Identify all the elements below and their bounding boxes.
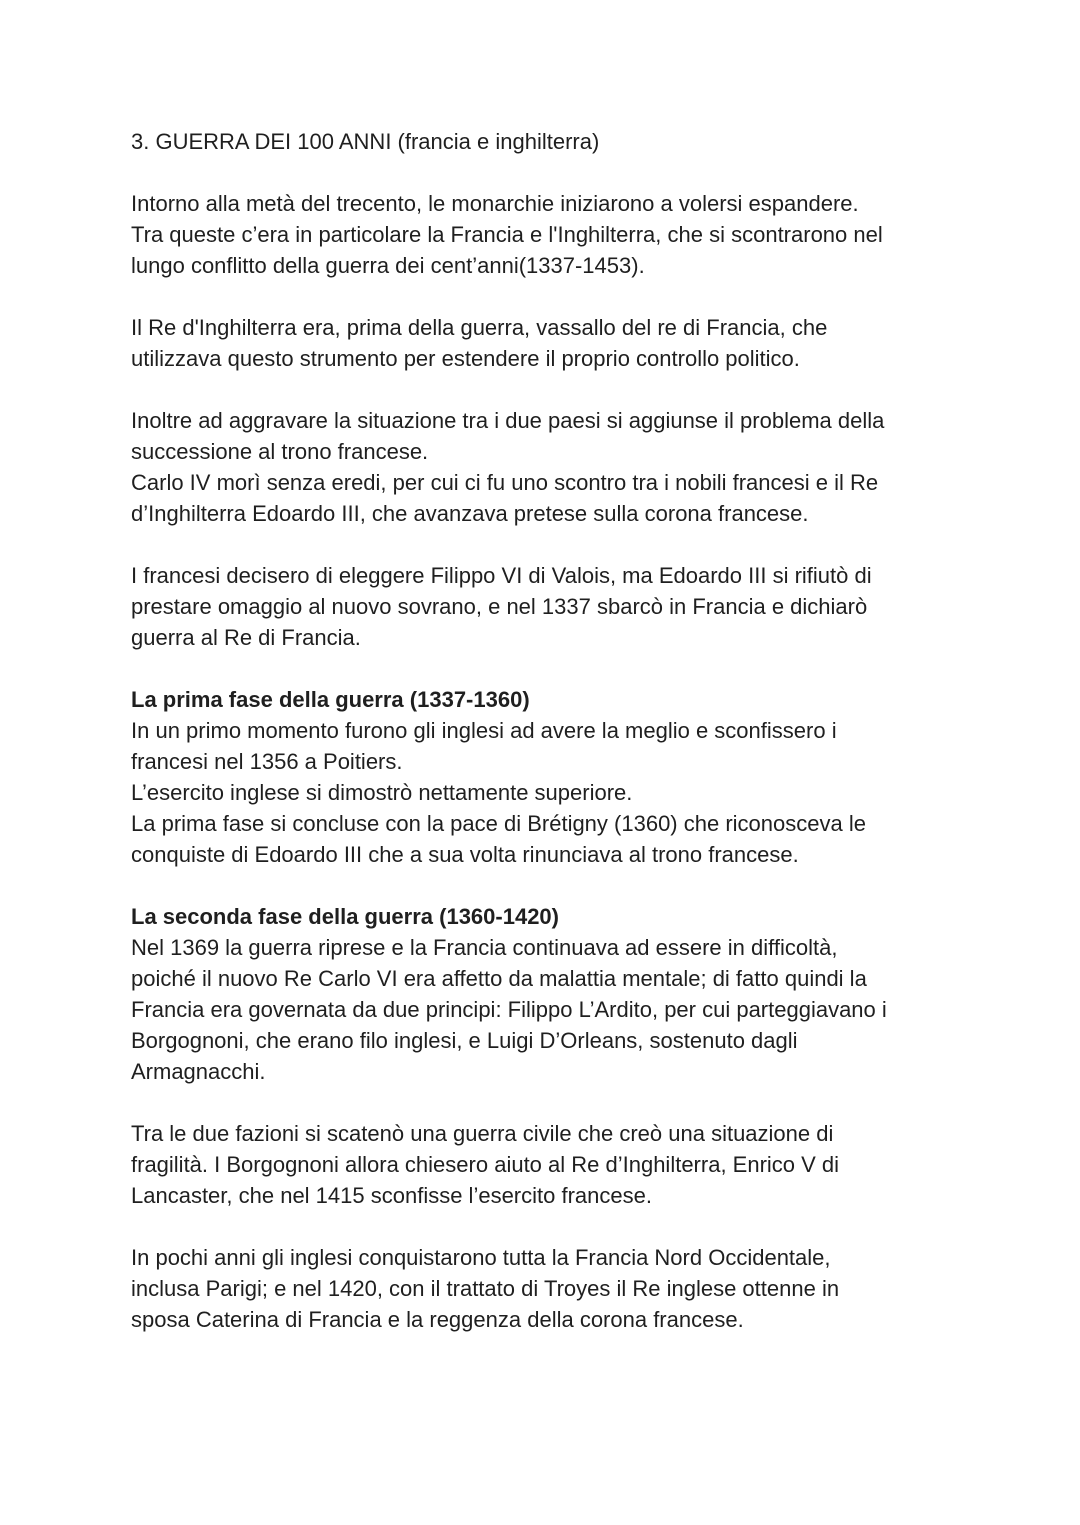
paragraph-line: Tra le due fazioni si scatenò una guerra civile che creò una situazione di [131, 1121, 834, 1146]
paragraph-line: In pochi anni gli inglesi conquistarono tutta la Francia Nord Occidentale, [131, 1245, 831, 1270]
paragraph-line: fragilità. I Borgognoni allora chiesero aiuto al Re d’Inghilterra, Enrico V di [131, 1152, 840, 1177]
paragraph-line: Il Re d'Inghilterra era, prima della guerra, vassallo del re di Francia, che [131, 315, 828, 340]
paragraph-line: inclusa Parigi; e nel 1420, con il trattato di Troyes il Re inglese ottenne in [131, 1276, 840, 1301]
spacer [131, 374, 991, 405]
paragraph-line: successione al trono francese. [131, 439, 429, 464]
paragraph-line: Intorno alla metà del trecento, le monarchie iniziarono a volersi espandere. [131, 191, 859, 216]
paragraph-line: conquiste di Edoardo III che a sua volta rinunciava al trono francese. [131, 842, 799, 867]
paragraph-line: Inoltre ad aggravare la situazione tra i due paesi si aggiunse il problema della [131, 408, 885, 433]
paragraph-line: Francia era governata da due principi: Filippo L’Ardito, per cui parteggiavano i [131, 997, 887, 1022]
paragraph-line: utilizzava questo strumento per estendere il proprio controllo politico. [131, 346, 800, 371]
paragraph-line: In un primo momento furono gli inglesi ad avere la meglio e sconfissero i [131, 718, 837, 743]
paragraph-line: Borgognoni, che erano filo inglesi, e Luigi D’Orleans, sostenuto dagli [131, 1028, 798, 1053]
paragraph-line: poiché il nuovo Re Carlo VI era affetto da malattia mentale; di fatto quindi la [131, 966, 867, 991]
paragraph-line: Tra queste c’era in particolare la Francia e l'Inghilterra, che si scontrarono nel [131, 222, 883, 247]
paragraph-line: francesi nel 1356 a Poitiers. [131, 749, 403, 774]
document-page [131, 126, 991, 1335]
section-heading-first-phase: La prima fase della guerra (1337-1360) [131, 687, 530, 712]
document-title: 3. GUERRA DEI 100 ANNI (francia e inghilterra) [131, 129, 600, 154]
paragraph-line: Nel 1369 la guerra riprese e la Francia continuava ad essere in difficoltà, [131, 935, 838, 960]
spacer [131, 281, 991, 312]
paragraph-line: lungo conflitto della guerra dei cent’anni(1337-1453). [131, 253, 645, 278]
spacer [131, 653, 991, 684]
paragraph-line: Carlo IV morì senza eredi, per cui ci fu uno scontro tra i nobili francesi e il Re [131, 470, 879, 495]
spacer [131, 157, 991, 188]
paragraph-line: guerra al Re di Francia. [131, 625, 361, 650]
paragraph-line: La prima fase si concluse con la pace di Brétigny (1360) che riconosceva le [131, 811, 866, 836]
paragraph-line: Lancaster, che nel 1415 sconfisse l’esercito francese. [131, 1183, 652, 1208]
spacer [131, 529, 991, 560]
paragraph-line: Armagnacchi. [131, 1059, 266, 1084]
paragraph-line: L’esercito inglese si dimostrò nettamente superiore. [131, 780, 633, 805]
spacer [131, 1211, 991, 1242]
section-heading-second-phase: La seconda fase della guerra (1360-1420) [131, 904, 559, 929]
paragraph-line: d’Inghilterra Edoardo III, che avanzava pretese sulla corona francese. [131, 501, 809, 526]
paragraph-line: prestare omaggio al nuovo sovrano, e nel 1337 sbarcò in Francia e dichiarò [131, 594, 868, 619]
paragraph-line: I francesi decisero di eleggere Filippo VI di Valois, ma Edoardo III si rifiutò di [131, 563, 872, 588]
paragraph-line: sposa Caterina di Francia e la reggenza della corona francese. [131, 1307, 744, 1332]
spacer [131, 870, 991, 901]
spacer [131, 1087, 991, 1118]
